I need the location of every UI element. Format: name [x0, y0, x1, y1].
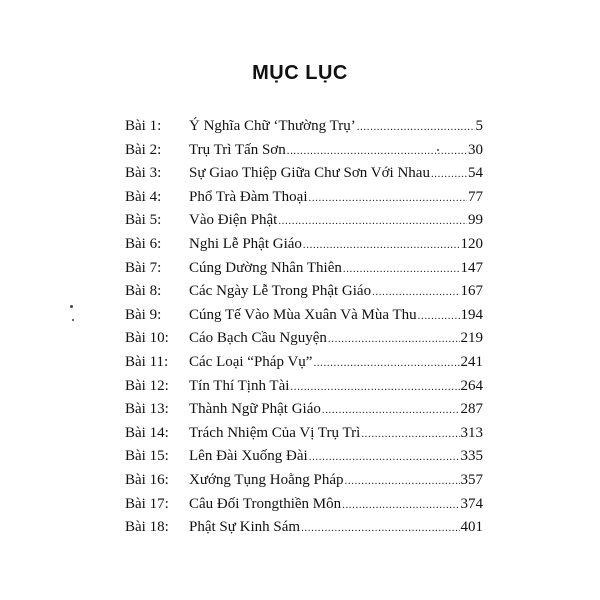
toc-entry-page-number: 120: [460, 235, 483, 252]
toc-entry: [125, 260, 483, 284]
toc-entry-number: Bài 1:: [125, 118, 162, 134]
toc-entry: [125, 448, 483, 472]
toc-entry-number: Bài 17:: [125, 495, 169, 512]
dot-leader: [301, 522, 459, 534]
toc-entry-number: Bài 2:: [125, 141, 162, 158]
toc-entry-page-number: 357: [460, 471, 483, 488]
scan-speck: [437, 149, 439, 151]
toc-entry-page-number: 335: [460, 448, 483, 465]
toc-entry-number: Bài 11:: [125, 353, 169, 370]
dot-leader: [287, 145, 467, 157]
toc-entry-page-number: 374: [460, 495, 483, 512]
toc-entry-page-number: 167: [460, 283, 483, 300]
toc-entry: [125, 354, 483, 378]
toc-entry-page-number: 5: [475, 118, 483, 134]
toc-entry-title: Câu Đối Trongthiền Môn: [189, 495, 342, 512]
dot-leader: [361, 428, 459, 440]
toc-entry-number: Bài 12:: [125, 377, 169, 394]
toc-entry: [125, 378, 483, 402]
dot-leader: [313, 357, 459, 369]
scan-speck: [72, 319, 74, 321]
dot-leader: [309, 451, 460, 463]
page-title: MỤC LỤC: [252, 62, 348, 84]
toc-entry-title: Ý Nghĩa Chữ ‘Thường Trụ’: [189, 118, 356, 134]
toc-entry-page-number: 30: [468, 141, 483, 158]
toc-entry-title: Cúng Tế Vào Mùa Xuân Và Mùa Thu: [189, 306, 417, 323]
toc-entry-page-number: 147: [460, 259, 483, 276]
toc-entry: [125, 142, 483, 166]
toc-entry-number: Bài 4:: [125, 188, 162, 205]
dot-leader: [357, 121, 475, 133]
toc-entry-page-number: 287: [460, 401, 483, 418]
toc-entry-title: Thành Ngữ Phật Giáo: [189, 401, 321, 418]
toc-entry-title: Các Loại “Pháp Vụ”: [189, 353, 313, 370]
toc-entry-title: Tín Thí Tịnh Tài: [189, 377, 290, 394]
toc-entry-page-number: 313: [460, 424, 483, 441]
toc-entry-title: Lên Đài Xuống Đài: [189, 448, 308, 465]
dot-leader: [278, 215, 467, 227]
toc-entry-number: Bài 8:: [125, 283, 162, 300]
toc-entry-title: Trách Nhiệm Của Vị Trụ Trì: [189, 424, 361, 441]
toc-entry-page-number: 401: [460, 519, 483, 536]
toc-entry-page-number: 264: [460, 377, 483, 394]
toc-entry-number: Bài 6:: [125, 235, 162, 252]
toc-entry-title: Sự Giao Thiệp Giữa Chư Sơn Với Nhau: [189, 165, 430, 182]
dot-leader: [372, 286, 459, 298]
toc-entry-page-number: 241: [460, 353, 483, 370]
toc-entry-page-number: 99: [468, 212, 483, 229]
toc-entry-title: Nghi Lễ Phật Giáo: [189, 235, 302, 252]
toc-entry-page-number: 194: [460, 306, 483, 323]
toc-entry-number: Bài 10:: [125, 330, 169, 347]
toc-entry-number: Bài 3:: [125, 165, 162, 182]
toc-entry: [125, 330, 483, 354]
toc-entry-number: Bài 18:: [125, 519, 169, 536]
toc-entry: [125, 283, 483, 307]
toc-entry: [125, 118, 483, 142]
toc-entry-title: Xướng Tụng Hoằng Pháp: [189, 471, 344, 488]
toc-entry: [125, 236, 483, 260]
toc-entry-page-number: 219: [460, 330, 483, 347]
toc-entry-title: Cúng Dường Nhân Thiên: [189, 259, 342, 276]
toc-entry-number: Bài 7:: [125, 259, 162, 276]
dot-leader: [343, 263, 460, 275]
toc-entry: [125, 401, 483, 425]
toc-entry-page-number: 77: [468, 188, 483, 205]
toc-entry-page-number: 54: [468, 165, 483, 182]
toc-entry-number: Bài 15:: [125, 448, 169, 465]
toc-entry: [125, 189, 483, 213]
toc-entry-title: Phổ Trà Đàm Thoại: [189, 188, 308, 205]
toc-entry: [125, 472, 483, 496]
toc-entry-title: Vào Điện Phật: [189, 212, 278, 229]
toc-entry: [125, 165, 483, 189]
scan-speck: [70, 305, 73, 308]
toc-entry: [125, 307, 483, 331]
toc-entry-number: Bài 13:: [125, 401, 169, 418]
dot-leader: [345, 475, 460, 487]
toc-entry-title: Trụ Trì Tấn Sơn: [189, 141, 286, 158]
toc-entry-title: Các Ngày Lễ Trong Phật Giáo: [189, 283, 372, 300]
dot-leader: [303, 239, 460, 251]
toc-entry-title: Phật Sự Kinh Sám: [189, 519, 301, 536]
dot-leader: [328, 333, 460, 345]
toc-entry-number: Bài 5:: [125, 212, 162, 229]
toc-entry-number: Bài 16:: [125, 471, 169, 488]
toc-entry-number: Bài 9:: [125, 306, 162, 323]
toc-entry: [125, 425, 483, 449]
toc-entry: [125, 519, 483, 543]
toc-entry: [125, 496, 483, 520]
dot-leader: [342, 499, 459, 511]
dot-leader: [418, 310, 460, 322]
dot-leader: [290, 381, 459, 393]
dot-leader: [431, 168, 467, 180]
toc-entry-number: Bài 14:: [125, 424, 169, 441]
dot-leader: [322, 404, 460, 416]
dot-leader: [308, 192, 467, 204]
toc-entry-title: Cáo Bạch Cầu Nguyện: [189, 330, 327, 347]
table-of-contents: [125, 118, 483, 543]
toc-entry: [125, 212, 483, 236]
